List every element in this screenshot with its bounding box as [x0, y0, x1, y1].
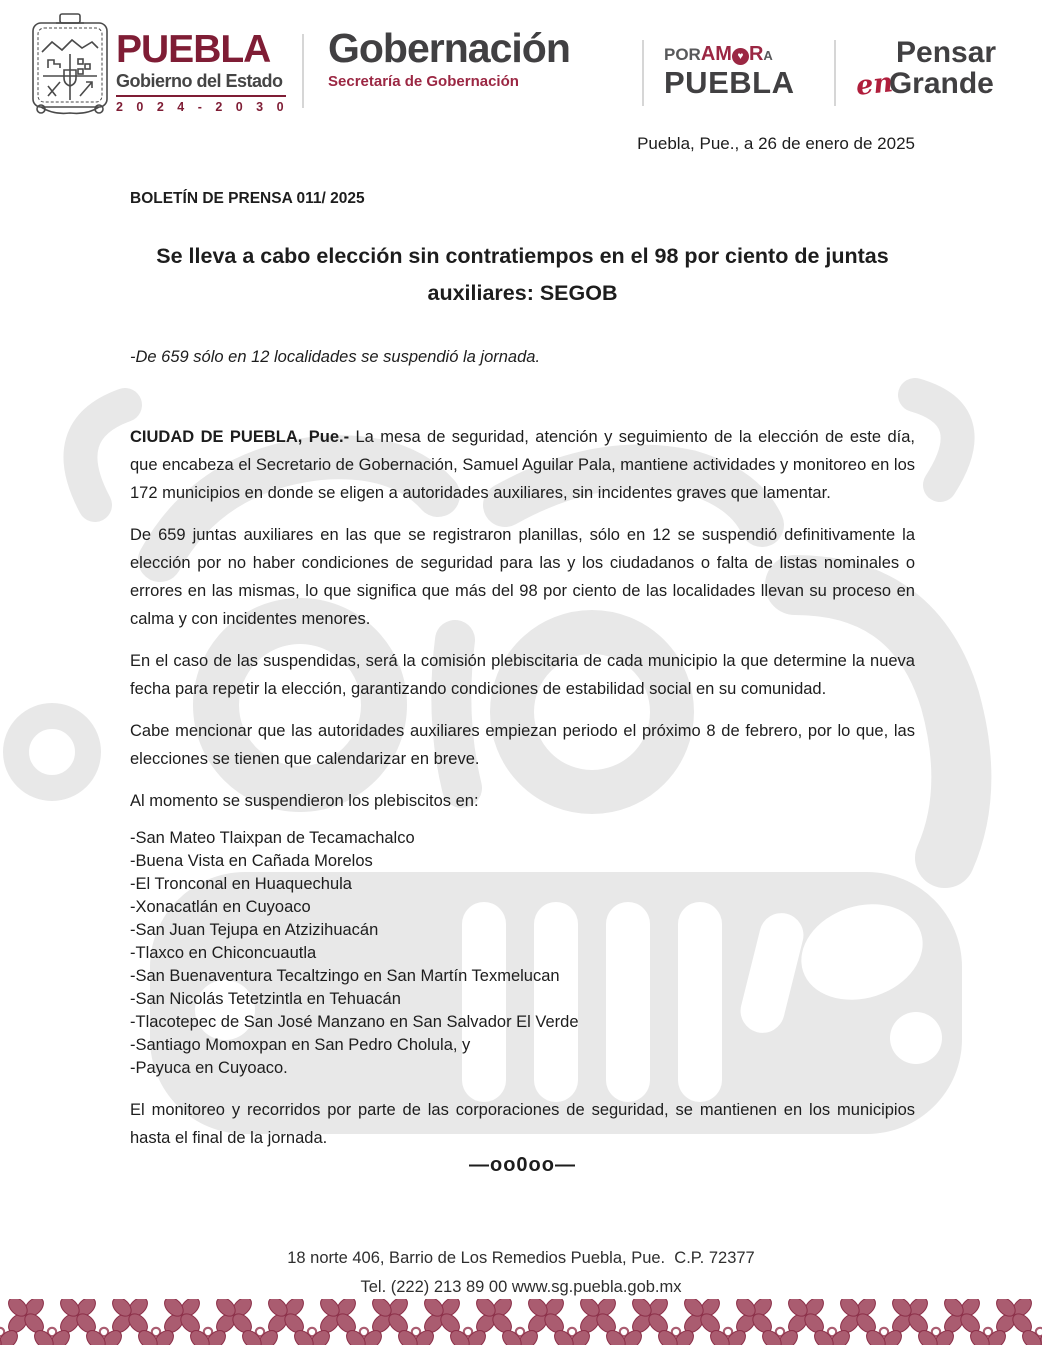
gobernacion-logo-title: Gobernación [328, 25, 570, 71]
pensar-logo-en: en [854, 67, 895, 102]
header-divider [302, 34, 304, 108]
amor-logo-a: A [763, 48, 773, 63]
paragraph-3: En el caso de las suspendidas, será la comisión plebiscitaria de cada municipio la que determine la nueva fecha para repetir la elección, garantizando condiciones de estabilidad social en su comunidad. [130, 651, 915, 698]
list-item: -Xonacatlán en Cuyoaco [130, 897, 311, 916]
list-item: -San Juan Tejupa en Atzizihuacán [130, 920, 379, 939]
paragraph-4: Cabe mencionar que las autoridades auxiliares empiezan periodo el próximo 8 de febrero, por lo que, las elecciones se tienen que calendarizar en breve. [130, 721, 915, 768]
bulletin-number: BOLETÍN DE PRENSA 011/ 2025 [130, 190, 365, 207]
puebla-government-logo [116, 28, 289, 115]
list-item: -Payuca en Cuyoaco. [130, 1058, 288, 1077]
list-item: -San Nicolás Tetetzintla en Tehuacán [130, 989, 401, 1008]
end-separator: —oo0oo— [469, 1153, 576, 1176]
document-title: Se lleva a cabo elección sin contratiempos en el 98 por ciento de juntas auxiliares: SEGOB [156, 244, 889, 305]
header-logos [26, 12, 1016, 124]
header-divider [834, 40, 836, 106]
list-item: -Tlaxco en Chiconcuautla [130, 943, 317, 962]
por-amor-a-puebla-logo [664, 44, 824, 98]
amor-logo-am: AM [700, 43, 732, 65]
list-item: -San Mateo Tlaixpan de Tecamachalco [130, 828, 415, 847]
header-divider [642, 40, 644, 106]
amor-logo-r: R [748, 43, 764, 65]
pensar-logo-word1: Pensar [896, 36, 997, 69]
paragraph-1-text: La mesa de seguridad, atención y seguimiento de la elección de este día, que encabeza el Secretario de Gobernación, Samuel Aguilar Pala, mantiene actividades y monitoreo en los 172 municipios en donde se eligen a autoridades auxiliares, sin incidentes graves que lamentar. [130, 427, 915, 502]
list-item: -Santiago Momoxpan en San Pedro Cholula, y [130, 1035, 471, 1054]
pensar-en-grande-logo [854, 36, 1026, 102]
document-subtitle: -De 659 sólo en 12 localidades se suspendió la jornada. [130, 347, 541, 366]
paragraph-1 [130, 423, 915, 507]
dateline: Puebla, Pue., a 26 de enero de 2025 [637, 134, 915, 153]
amor-logo-por: POR [664, 45, 701, 64]
puebla-logo-subtitle: Gobierno del Estado [116, 71, 283, 91]
heart-icon: ♥ [732, 48, 749, 65]
footer-address: 18 norte 406, Barrio de Los Remedios Puebla, Pue. C.P. 72377 [287, 1249, 755, 1267]
list-item: -El Tronconal en Huaquechula [130, 874, 352, 893]
list-item: -Tlacotepec de San José Manzano en San Salvador El Verde [130, 1012, 579, 1031]
puebla-logo-rule [116, 95, 286, 98]
closing-paragraph: El monitoreo y recorridos por parte de las corporaciones de seguridad, se mantienen en los municipios hasta el final de la jornada. [130, 1100, 915, 1147]
pensar-logo-grande: Grande [888, 67, 994, 100]
footer-phone-web: Tel. (222) 213 89 00 www.sg.puebla.gob.mx [360, 1278, 682, 1296]
paragraph-2: De 659 juntas auxiliares en las que se registraron planillas, sólo en 12 se suspendió definitivamente la elección por no haber condiciones de seguridad para las y los ciudadanos o falta de listas nominales o errores en las mismas, lo que significa que más del 98 por ciento de las localidades llevan su proceso en calma y con incidentes menores. [130, 525, 915, 628]
gobernacion-logo-subtitle: Secretaría de Gobernación [328, 73, 519, 90]
puebla-logo-years: 2 0 2 4 - 2 0 3 0 [116, 100, 289, 115]
paragraph-1-lead: CIUDAD DE PUEBLA, Pue.- [130, 427, 350, 446]
puebla-logo-title: PUEBLA [116, 28, 271, 71]
paragraph-5: Al momento se suspendieron los plebiscitos en: [130, 791, 479, 810]
amor-logo-puebla: PUEBLA [664, 65, 795, 100]
document-body [130, 178, 915, 1177]
footer [0, 1244, 1042, 1302]
puebla-coat-of-arms-icon [26, 12, 114, 124]
decorative-bottom-border [0, 1299, 1042, 1345]
list-item: -San Buenaventura Tecaltzingo en San Martín Texmelucan [130, 966, 560, 985]
gobernacion-logo [328, 25, 628, 90]
pensar-logo-line2 [854, 67, 1026, 102]
suspended-localities-list [130, 827, 915, 1080]
por-amor-a-line [664, 44, 824, 65]
list-item: -Buena Vista en Cañada Morelos [130, 851, 373, 870]
